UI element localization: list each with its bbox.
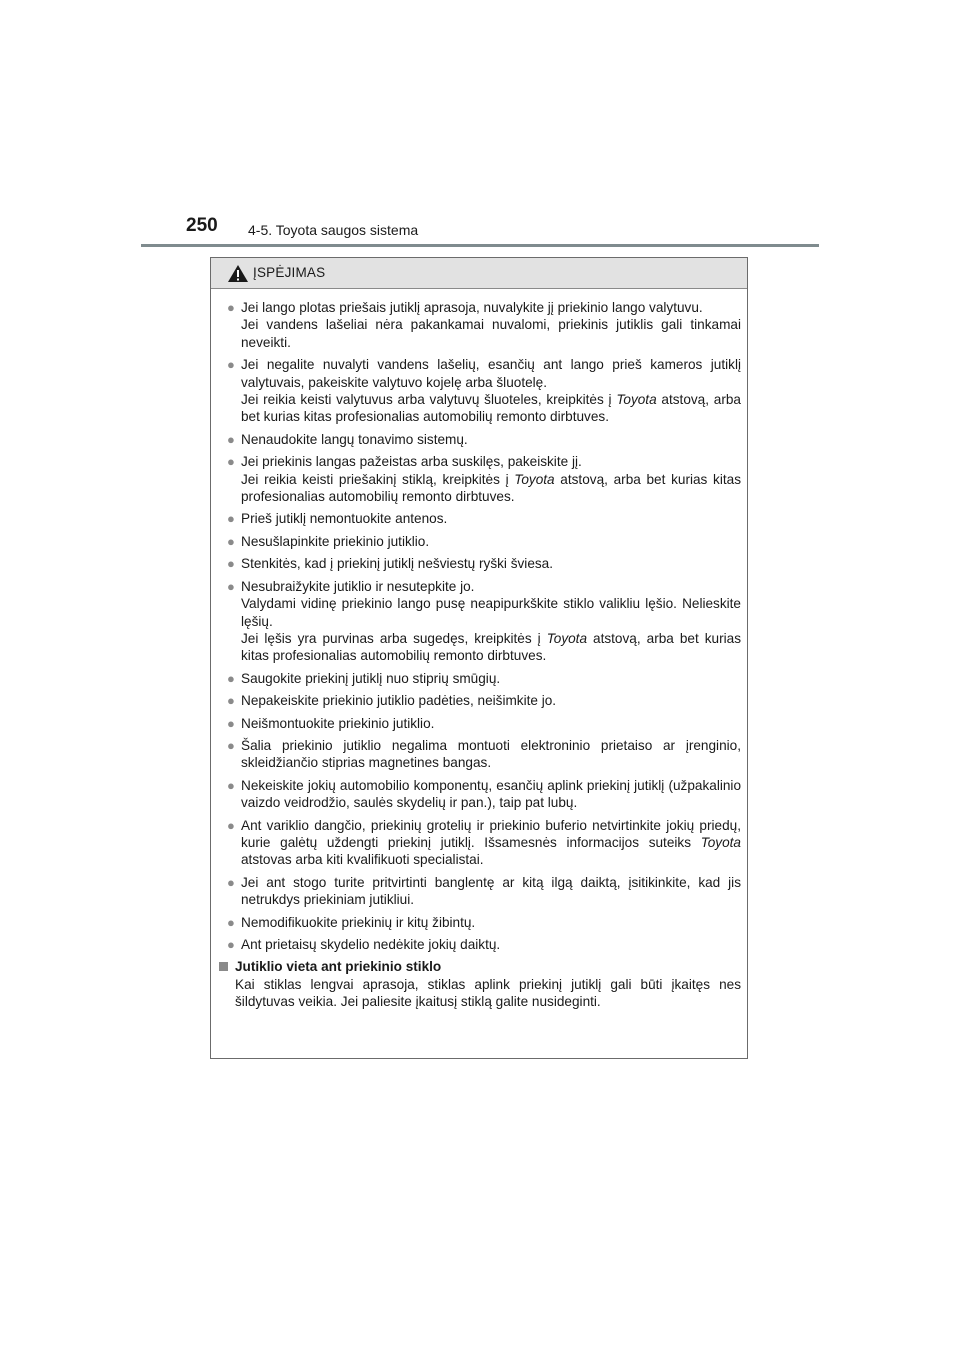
item-text: Saugokite priekinį jutiklį nuo stiprių smūgių. <box>241 670 501 686</box>
item-text: Jei vandens lašeliai nėra pakankamai nuvalomi, priekinis jutiklis gali tinkamai neveikti. <box>241 317 741 350</box>
item-text: Nepakeiskite priekinio jutiklio padėties, neišimkite jo. <box>241 693 557 709</box>
brand-name: Toyota <box>546 630 588 646</box>
item-text: Nesušlapinkite priekinio jutiklio. <box>241 533 430 549</box>
text-run: Jei lęšis yra purvinas arba sugedęs, kreipkitės į <box>241 630 547 646</box>
list-item <box>217 431 741 448</box>
bullet-icon: ● <box>227 431 235 447</box>
item-text: Jei ant stogo turite pritvirtinti banglentę ar kitą ilgą daiktą, įsitikinkite, kad jis netrukdys priekiniam jutikliui. <box>241 874 741 908</box>
list-item <box>217 715 741 732</box>
page-number: 250 <box>186 215 218 236</box>
list-item <box>217 914 741 931</box>
item-text: Jei lango plotas priešais jutiklį aprasoja, nuvalykite jį priekinio lango valytuvu. <box>241 300 703 315</box>
list-item <box>217 555 741 572</box>
warning-header <box>211 258 747 289</box>
item-text: Prieš jutiklį nemontuokite antenos. <box>241 511 448 527</box>
list-item <box>217 299 741 351</box>
text-run: Jei reikia keisti priešakinį stiklą, kreipkitės į <box>241 471 515 487</box>
bullet-icon: ● <box>227 715 235 731</box>
item-text <box>241 471 741 506</box>
section-title: 4-5. Toyota saugos sistema <box>248 222 419 238</box>
item-text: Jei priekinis langas pažeistas arba suskilęs, pakeiskite jį. <box>241 454 582 470</box>
item-text <box>241 817 741 869</box>
bullet-icon: ● <box>227 533 235 549</box>
list-item <box>217 533 741 550</box>
bullet-icon: ● <box>227 817 235 833</box>
list-item <box>217 817 741 869</box>
list-item <box>217 692 741 709</box>
item-text: Nenaudokite langų tonavimo sistemų. <box>241 431 468 447</box>
item-text: Nemodifikuokite priekinių ir kitų žibintų. <box>241 914 476 930</box>
bullet-icon: ● <box>227 578 235 594</box>
bullet-icon: ● <box>227 670 235 686</box>
bullet-icon: ● <box>227 737 235 753</box>
list-item <box>217 777 741 812</box>
warning-box <box>210 257 748 1059</box>
bullet-icon: ● <box>227 914 235 930</box>
brand-name: Toyota <box>700 834 741 850</box>
bullet-icon: ● <box>227 937 235 952</box>
text-run: Ant variklio dangčio, priekinių grotelių ir priekinio buferio netvirtinkite jokių priedų, kurie galėtų uždengti priekinį jutiklį. Išsamesnės informacijos suteiks <box>241 817 741 850</box>
list-item <box>217 737 741 772</box>
text-run: atstovas arba kiti kvalifikuoti specialistai. <box>241 852 484 868</box>
header-divider <box>141 244 819 247</box>
item-text: Stenkitės, kad į priekinį jutiklį nešviestų ryški šviesa. <box>241 556 554 572</box>
list-item <box>217 510 741 527</box>
item-text: Nekeiskite jokių automobilio komponentų, esančių aplink priekinį jutiklį (užpakalinio vaizdo veidrodžio, saulės skydelių ir pan.), taip pat lubų. <box>241 777 741 811</box>
subsection-title: Jutiklio vieta ant priekinio stiklo <box>235 959 442 975</box>
bullet-icon: ● <box>227 357 235 373</box>
item-text: Valydami vidinę priekinio lango pusę neapipurkškite stiklo valikliu lęšio. Nelieskite lęšių. <box>241 596 741 629</box>
list-item <box>217 874 741 909</box>
brand-name: Toyota <box>514 471 555 487</box>
item-text <box>241 391 741 426</box>
bullet-icon: ● <box>227 693 235 709</box>
warning-title: ĮSPĖJIMAS <box>253 265 326 280</box>
brand-name: Toyota <box>616 392 657 408</box>
bullet-icon: ● <box>227 874 235 890</box>
text-run: Jei reikia keisti valytuvus arba valytuvų šluoteles, kreipkitės į <box>241 392 617 408</box>
bullet-icon: ● <box>227 454 235 470</box>
square-bullet-icon <box>219 962 228 971</box>
text-run: atstovą, arba bet kurias kitas profesionalias automobilių remonto dirbtuves. <box>241 630 742 664</box>
item-text: Šalia priekinio jutiklio negalima montuoti elektroninio prietaiso ar įrenginio, skleidžiančio stiprias magnetines bangas. <box>241 737 741 771</box>
item-text: Ant prietaisų skydelio nedėkite jokių daiktų. <box>241 937 501 952</box>
warning-triangle-icon <box>227 264 249 283</box>
subsection-text: Kai stiklas lengvai aprasoja, stiklas aplink priekinį jutiklį gali būti įkaitęs nes šildytuvas veikia. Jei paliesite įkaitusį stiklą galite nusideginti. <box>235 976 741 1010</box>
warning-body <box>211 289 747 1011</box>
list-item <box>217 936 741 953</box>
bullet-icon: ● <box>227 556 235 572</box>
subsection <box>217 958 741 1010</box>
item-text: Nesubraižykite jutiklio ir nesutepkite jo. <box>241 578 475 594</box>
list-item <box>217 453 741 505</box>
text-run: atstovą, arba bet kurias kitas profesionalias automobilių remonto dirbtuves. <box>241 392 741 425</box>
bullet-icon: ● <box>227 777 235 793</box>
item-text: Jei negalite nuvalyti vandens lašelių, esančių ant lango prieš kameros jutiklį valytuvais, pakeiskite valytuvo kojelę arba šluotelę. <box>241 357 741 390</box>
list-item <box>217 670 741 687</box>
list-item <box>217 578 741 665</box>
text-run: atstovą, arba bet kurias kitas profesionalias automobilių remonto dirbtuves. <box>241 471 741 505</box>
item-text <box>241 630 741 665</box>
item-text: Neišmontuokite priekinio jutiklio. <box>241 715 435 731</box>
list-item <box>217 356 741 426</box>
bullet-icon: ● <box>227 300 235 315</box>
bullet-icon: ● <box>227 511 235 527</box>
